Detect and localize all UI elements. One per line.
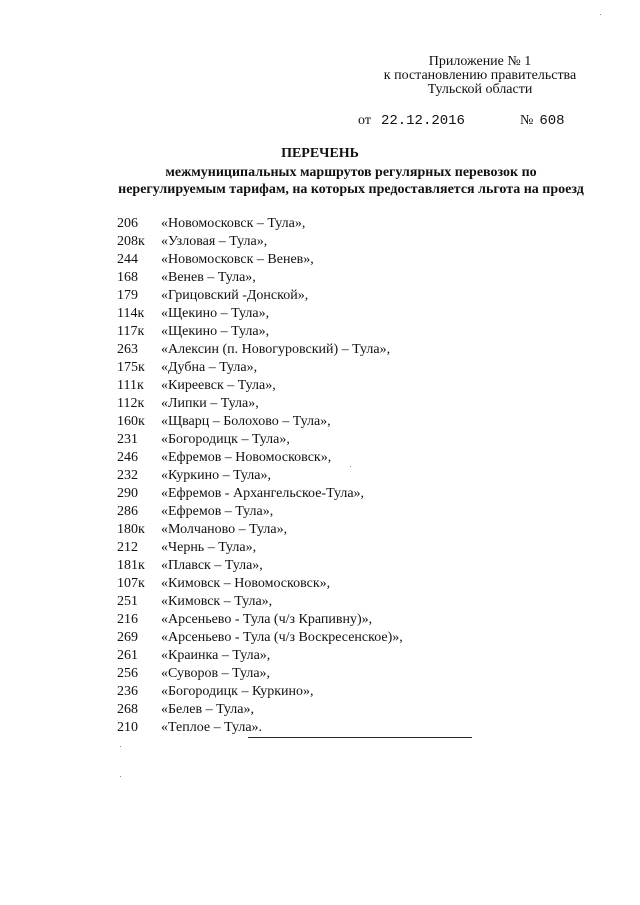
route-number: 212 [117, 540, 138, 555]
route-item [117, 413, 403, 431]
route-name: «Теплое – Тула». [161, 720, 263, 735]
route-name: «Арсеньево - Тула (ч/з Крапивну)», [161, 612, 373, 627]
route-name: «Арсеньево - Тула (ч/з Воскресенское)», [161, 630, 403, 645]
scan-speck [350, 466, 351, 467]
route-number: 117к [117, 324, 145, 339]
route-item [117, 683, 403, 701]
route-item [117, 593, 403, 611]
route-number: 286 [117, 504, 138, 519]
route-name: «Липки – Тула», [161, 396, 259, 411]
route-name: «Суворов – Тула», [161, 666, 271, 681]
route-name: «Грицовский -Донской», [161, 288, 309, 303]
route-item [117, 395, 403, 413]
route-name: «Новомосковск – Тула», [161, 216, 306, 231]
route-name: «Богородицк – Куркино», [161, 684, 314, 699]
route-number: 246 [117, 450, 138, 465]
route-number: 206 [117, 216, 138, 231]
route-number: 160к [117, 414, 145, 429]
route-item [117, 215, 403, 233]
route-item [117, 611, 403, 629]
route-number: 216 [117, 612, 138, 627]
route-number: 269 [117, 630, 138, 645]
route-name: «Кимовск – Новомосковск», [161, 576, 331, 591]
route-name: «Богородицк – Тула», [161, 432, 290, 447]
route-item [117, 485, 403, 503]
route-number: 181к [117, 558, 145, 573]
route-name: «Киреевск – Тула», [161, 378, 276, 393]
route-item [117, 305, 403, 323]
route-number: 261 [117, 648, 138, 663]
route-item [117, 701, 403, 719]
route-number: 208к [117, 234, 145, 249]
route-name: «Куркино – Тула», [161, 468, 272, 483]
route-number: 180к [117, 522, 145, 537]
route-number: 175к [117, 360, 145, 375]
route-number: 210 [117, 720, 138, 735]
route-item [117, 521, 403, 539]
route-name: «Плавск – Тула», [161, 558, 263, 573]
route-number: 111к [117, 378, 144, 393]
decree-number-value: 608 [539, 113, 565, 129]
route-number: 231 [117, 432, 138, 447]
route-number: 112к [117, 396, 145, 411]
route-number: 179 [117, 288, 138, 303]
decree-number-sign: № [520, 113, 534, 128]
route-name: «Алексин (п. Новогуровский) – Тула», [161, 342, 391, 357]
route-number: 268 [117, 702, 138, 717]
route-item [117, 503, 403, 521]
document-title: ПЕРЕЧЕНЬ [281, 146, 359, 161]
route-item [117, 629, 403, 647]
scan-speck [120, 746, 121, 747]
subtitle-line-2: нерегулируемым тарифам, на которых предоставляется льгота на проезд [118, 182, 584, 197]
route-name: «Ефремов - Архангельское-Тула», [161, 486, 365, 501]
decree-date-line [358, 113, 565, 129]
end-divider [248, 737, 472, 738]
route-item [117, 665, 403, 683]
route-name: «Ефремов – Новомосковск», [161, 450, 332, 465]
route-item [117, 557, 403, 575]
route-name: «Кимовск – Тула», [161, 594, 273, 609]
appendix-line-3: Тульской области [427, 82, 533, 97]
route-number: 236 [117, 684, 138, 699]
appendix-header [300, 55, 640, 97]
route-item [117, 467, 403, 485]
decree-date: 22.12.2016 [380, 113, 465, 129]
route-name: «Венев – Тула», [161, 270, 256, 285]
subtitle-line-1: межмуниципальных маршрутов регулярных перевозок по [165, 165, 537, 180]
route-list [117, 215, 403, 737]
route-name: «Щекино – Тула», [161, 324, 270, 339]
route-number: 114к [117, 306, 145, 321]
route-name: «Краинка – Тула», [161, 648, 271, 663]
scan-speck [120, 776, 121, 777]
appendix-line-2: к постановлению правительства [383, 68, 577, 83]
route-item [117, 719, 403, 737]
route-item [117, 251, 403, 269]
route-item [117, 431, 403, 449]
route-number: 256 [117, 666, 138, 681]
route-number: 107к [117, 576, 145, 591]
route-item [117, 323, 403, 341]
route-item [117, 287, 403, 305]
route-name: «Дубна – Тула», [161, 360, 258, 375]
route-name: «Щварц – Болохово – Тула», [161, 414, 331, 429]
route-name: «Молчаново – Тула», [161, 522, 288, 537]
route-item [117, 647, 403, 665]
decree-number [520, 113, 565, 129]
route-number: 263 [117, 342, 138, 357]
route-number: 168 [117, 270, 138, 285]
document-subtitle [0, 164, 640, 198]
appendix-line-1: Приложение № 1 [428, 54, 532, 69]
route-item [117, 233, 403, 251]
route-number: 232 [117, 468, 138, 483]
route-item [117, 359, 403, 377]
route-name: «Чернь – Тула», [161, 540, 257, 555]
route-name: «Новомосковск – Венев», [161, 252, 314, 267]
route-number: 290 [117, 486, 138, 501]
route-item [117, 575, 403, 593]
route-item [117, 269, 403, 287]
route-item [117, 341, 403, 359]
route-name: «Белев – Тула», [161, 702, 255, 717]
route-number: 251 [117, 594, 138, 609]
route-item [117, 449, 403, 467]
route-name: «Щекино – Тула», [161, 306, 270, 321]
route-item [117, 377, 403, 395]
scan-speck [600, 14, 601, 15]
decree-from-label: от [358, 113, 371, 128]
route-number: 244 [117, 252, 138, 267]
route-item [117, 539, 403, 557]
route-name: «Ефремов – Тула», [161, 504, 274, 519]
route-name: «Узловая – Тула», [161, 234, 268, 249]
